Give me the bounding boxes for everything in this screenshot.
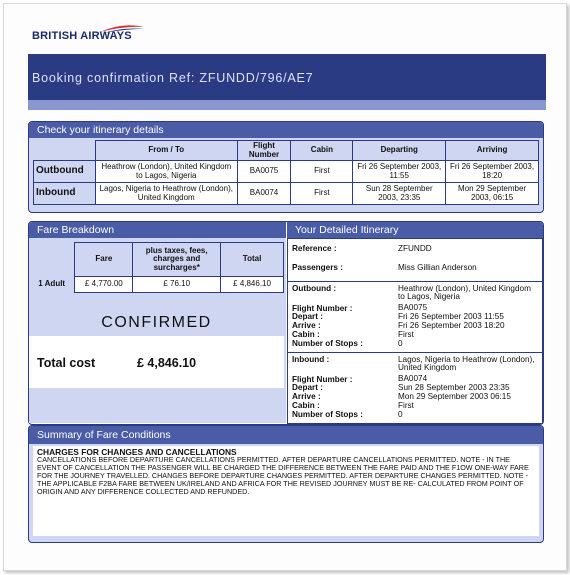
outbound-arriving: Fri 26 September 2003, 18:20: [446, 161, 539, 183]
row-label-inbound: Inbound: [34, 183, 96, 205]
inbound-depart: Sun 28 September 2003 23:35: [398, 383, 510, 392]
col-total: Total: [221, 243, 284, 277]
reference-value: ZFUNDD: [398, 244, 432, 253]
itinerary-table: [33, 140, 539, 205]
total-cost-box: [29, 336, 284, 388]
reference-block: [288, 239, 542, 282]
document-page: [3, 3, 567, 571]
detailed-itinerary: [287, 238, 543, 424]
outbound-cabin: First: [291, 161, 353, 183]
table-row: [34, 161, 539, 183]
depart-label: Depart :: [292, 383, 323, 392]
conditions-heading: CHARGES FOR CHANGES AND CANCELLATIONS: [37, 447, 237, 457]
inbound-arrive: Mon 29 September 2003 06:15: [398, 392, 511, 401]
cabin-label: Cabin :: [292, 401, 320, 410]
total-cost-label: Total cost: [37, 356, 96, 370]
detailed-itinerary-title: Your Detailed Itinerary: [287, 222, 543, 238]
confirmation-header: [28, 54, 546, 110]
col-taxes: plus taxes, fees, charges and surcharges*: [133, 243, 221, 277]
col-cabin: Cabin: [291, 141, 353, 161]
fare-value: £ 4,770.00: [75, 277, 133, 293]
outbound-depart: Fri 26 September 2003 11:55: [398, 312, 504, 321]
conditions-body: CANCELLATIONS BEFORE DEPARTURE CANCELLATIONS PERMITTED. AFTER DEPARTURE CANCELLATIONS PERMITTED. NOTE - IN THE EVENT OF CANCELLATION THE PASSENGER WILL BE CHARGED THE DIFFERENCE BETWEEN THE FARE PAID AND THE F1OW ONE-WAY FARE FOR THE JOURNEY TRAVELLED. CHANGES BEFORE DEPARTURE CHANGES PERMITTED. AFTER DEPARTURE CHANGES PERMITTED. NOTE - THE APPLICABLE F2BA FARE BETWEEN UK/IRELAND AND AFRICA FOR THE REVISED JOURNEY MUST BE RE- CALCULATED FROM POINT OF ORIGIN AND ANY DIFFERENCE COLLECTED AND REFUNDED.: [37, 455, 529, 497]
inbound-flight: BA0074: [398, 374, 428, 383]
fare-conditions-panel: [28, 425, 544, 543]
outbound-cabin: First: [398, 330, 414, 339]
header-strip: [28, 100, 546, 110]
outbound-flight: BA0075: [398, 303, 428, 312]
arrive-label: Arrive :: [292, 321, 321, 330]
stops-label: Number of Stops :: [292, 410, 363, 419]
inbound-label: Inbound :: [292, 355, 330, 364]
col-departing: Departing: [353, 141, 446, 161]
inbound-flight: BA0074: [237, 183, 291, 205]
outbound-route: Heathrow (London), United Kingdom to Lagos, Nigeria: [398, 284, 531, 302]
passenger-name: Miss Gillian Anderson: [398, 263, 477, 272]
corner-cell: [29, 243, 75, 277]
fare-breakdown-section: [29, 238, 286, 423]
inbound-block: [288, 353, 542, 423]
outbound-flight: BA0075: [237, 161, 291, 183]
inbound-arriving: Mon 29 September 2003, 06:15: [446, 183, 539, 205]
total-cost-value: £ 4,846.10: [137, 356, 197, 370]
depart-label: Depart :: [292, 312, 323, 321]
page-title: Booking confirmation Ref: ZFUNDD/796/AE7: [32, 71, 314, 85]
inbound-cabin: First: [291, 183, 353, 205]
row-label-outbound: Outbound: [34, 161, 96, 183]
total-value: £ 4,846.10: [221, 277, 284, 293]
corner-cell: [34, 141, 96, 161]
flight-number-label: Flight Number :: [292, 304, 353, 313]
brand-name: BRITISH AIRWAYS: [32, 30, 132, 42]
arrive-label: Arrive :: [292, 392, 321, 401]
col-flight-number: Flight Number: [237, 141, 291, 161]
outbound-label: Outbound :: [292, 284, 337, 293]
passenger-type: 1 Adult: [29, 277, 75, 293]
fare-conditions-title: Summary of Fare Conditions: [29, 426, 543, 444]
itinerary-title: Check your itinerary details: [29, 122, 543, 138]
outbound-departing: Fri 26 September 2003, 11:55: [353, 161, 446, 183]
outbound-block: [288, 282, 542, 353]
outbound-stops: 0: [398, 339, 403, 348]
fare-table: [29, 242, 284, 293]
reference-label: Reference :: [292, 244, 337, 253]
table-row: [34, 183, 539, 205]
col-from-to: From / To: [95, 141, 237, 161]
passengers-label: Passengers :: [292, 263, 343, 272]
stops-label: Number of Stops :: [292, 339, 363, 348]
inbound-route: Lagos, Nigeria to Heathrow (London), United Kingdom: [398, 355, 535, 373]
outbound-route: Heathrow (London), United Kingdom to Lagos, Nigeria: [95, 161, 237, 183]
fare-conditions-text: [33, 446, 539, 536]
flight-number-label: Flight Number :: [292, 375, 353, 384]
table-row: [29, 277, 284, 293]
col-fare: Fare: [75, 243, 133, 277]
taxes-value: £ 76.10: [133, 277, 221, 293]
itinerary-panel: [28, 121, 544, 213]
cabin-label: Cabin :: [292, 330, 320, 339]
outbound-arrive: Fri 26 September 2003 18:20: [398, 321, 505, 330]
inbound-route: Lagos, Nigeria to Heathrow (London), United Kingdom: [95, 183, 237, 205]
inbound-cabin: First: [398, 401, 414, 410]
inbound-stops: 0: [398, 410, 403, 419]
inbound-departing: Sun 28 September 2003, 23:35: [353, 183, 446, 205]
status-badge: CONFIRMED: [29, 312, 284, 334]
fare-breakdown-title: Fare Breakdown: [29, 222, 286, 238]
fare-and-details-panel: [28, 221, 544, 425]
col-arriving: Arriving: [446, 141, 539, 161]
